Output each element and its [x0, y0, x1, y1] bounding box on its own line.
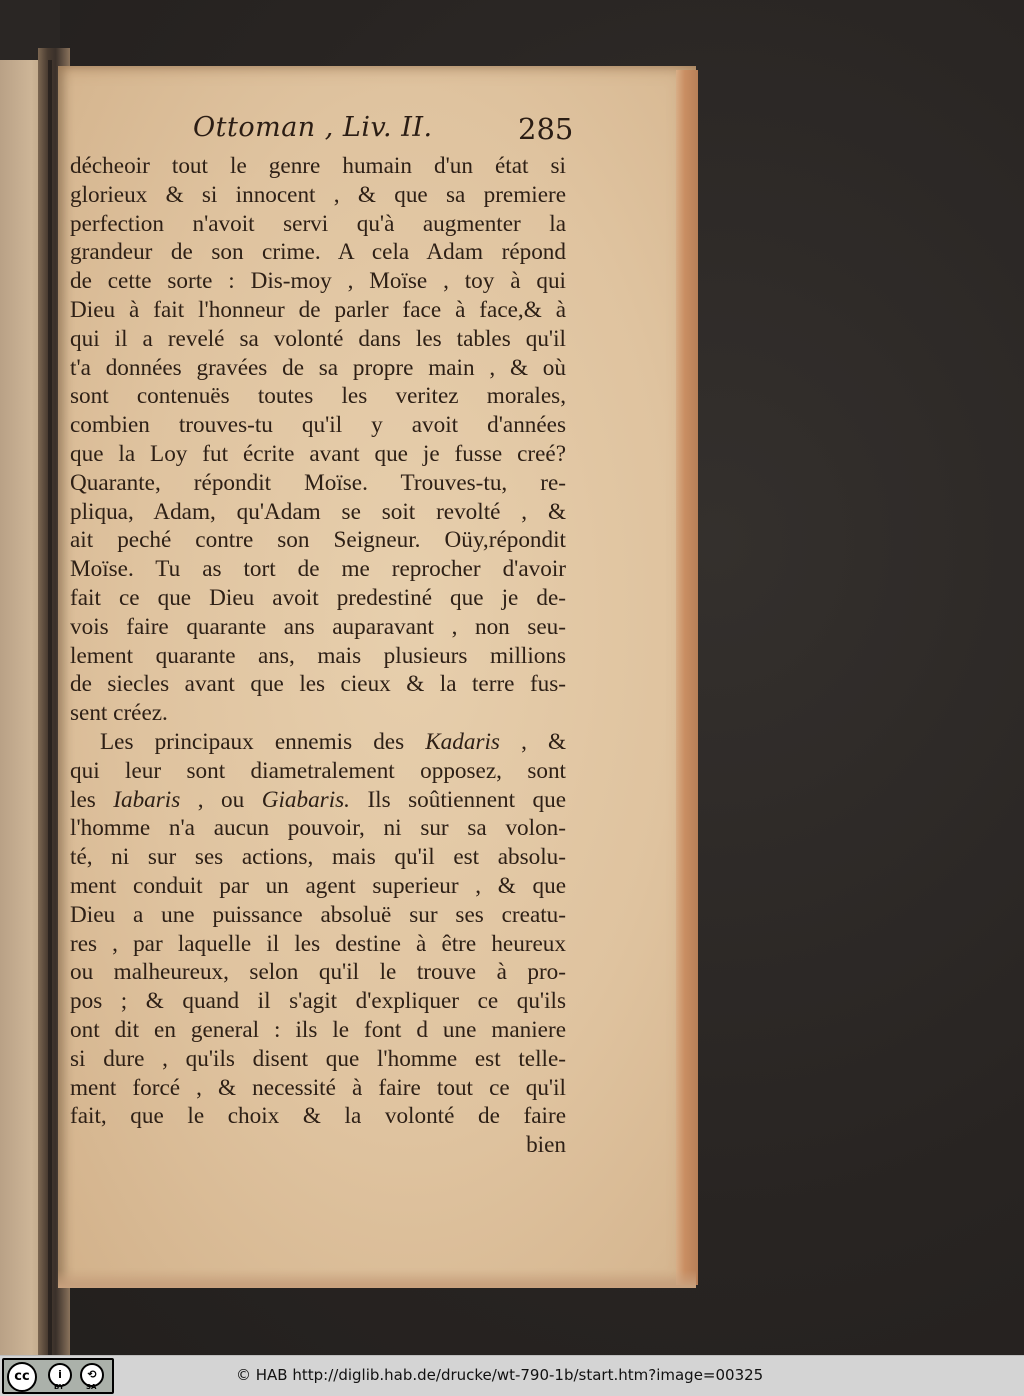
- text-line: décheoir tout le genre humain d'un état si: [70, 153, 566, 179]
- page-number: 285: [518, 112, 574, 146]
- text-line: ait peché contre son Seigneur. Oüy,répondit: [70, 527, 566, 554]
- text-line: Dieu a une puissance absoluë sur ses creatu-: [70, 901, 566, 928]
- running-title: Ottoman , Liv. II.: [193, 112, 433, 143]
- text-line: de cette sorte : Dis-moy , Moïse , toy à qui: [70, 268, 566, 295]
- share-alike-icon: ⟲: [80, 1363, 104, 1387]
- text-line: ment forcé , & necessité à faire tout ce qu'il: [70, 1074, 566, 1101]
- text-line: grandeur de son crime. A cela Adam répond: [70, 239, 566, 266]
- text-line: fait ce que Dieu avoit predestiné que je de-: [70, 584, 566, 611]
- text-line: té, ni sur ses actions, mais qu'il est absolu-: [70, 844, 566, 871]
- text-run: Les principaux ennemis des: [100, 728, 426, 755]
- text-line: qui il a revelé sa volonté dans les tables qu'il: [70, 325, 566, 352]
- text-line-with-terms: [70, 786, 566, 815]
- text-line: l'homme n'a aucun pouvoir, ni sur sa volon-: [70, 815, 566, 842]
- cc-sa-label: SA: [86, 1383, 97, 1391]
- text-line: combien trouves-tu qu'il y avoit d'années: [70, 412, 566, 439]
- text-run: les: [70, 786, 114, 813]
- text-run: , &: [499, 728, 566, 755]
- text-line: si dure , qu'ils disent que l'homme est telle-: [70, 1045, 566, 1072]
- italic-term-giabaris: Giabaris.: [261, 786, 350, 813]
- text-line: pliqua, Adam, qu'Adam se soit revolté , &: [70, 498, 566, 525]
- text-line: lement quarante ans, mais plusieurs millions: [70, 642, 566, 669]
- paragraph-start-line: [70, 728, 566, 757]
- text-line: ou malheureux, selon qu'il le trouve à pro-: [70, 959, 566, 986]
- italic-term-iabaris: Iabaris: [113, 786, 181, 813]
- cc-license-badge[interactable]: [2, 1358, 114, 1394]
- text-line: de siecles avant que les cieux & la terre fus-: [70, 671, 566, 698]
- text-line: fait, que le choix & la volonté de faire: [70, 1103, 566, 1130]
- text-line: pos ; & quand il s'agit d'expliquer ce qu'ils: [70, 988, 566, 1015]
- attribution-icon: i: [48, 1363, 72, 1387]
- text-line: Dieu à fait l'honneur de parler face à face,& à: [70, 296, 566, 323]
- text-line: sont contenuës toutes les veritez morales,: [70, 383, 566, 410]
- text-run: , ou: [180, 786, 262, 813]
- text-line: res , par laquelle il les destine à être heureux: [70, 930, 566, 957]
- text-line: que la Loy fut écrite avant que je fusse creé?: [70, 440, 566, 467]
- source-url-link[interactable]: © HAB http://diglib.hab.de/drucke/wt-790-1b/start.htm?image=00325: [236, 1366, 764, 1384]
- text-line: sent créez.: [70, 700, 168, 727]
- page-bottom-edge: [58, 1270, 696, 1288]
- text-line: perfection n'avoit servi qu'à augmenter la: [70, 210, 566, 237]
- text-line: ont dit en general : ils le font d une maniere: [70, 1016, 566, 1043]
- page-body-text: [70, 152, 566, 1160]
- text-line: Moïse. Tu as tort de me reprocher d'avoir: [70, 556, 566, 583]
- attribution-footer: [0, 1355, 1024, 1396]
- text-run: Ils soûtiennent que: [349, 786, 566, 813]
- text-line: ment conduit par un agent superieur , & que: [70, 872, 566, 899]
- text-line: Quarante, répondit Moïse. Trouves-tu, re-: [70, 469, 566, 496]
- text-line: qui leur sont diametralement opposez, sont: [70, 757, 566, 784]
- page-fore-edge: [676, 70, 698, 1285]
- cc-by-label: BY: [54, 1383, 65, 1391]
- text-line: t'a données gravées de sa propre main , & où: [70, 354, 566, 381]
- text-line: vois faire quarante ans auparavant , non seu-: [70, 613, 566, 640]
- running-head: [0, 112, 1024, 152]
- cc-icon: cc: [7, 1362, 37, 1392]
- catchword: bien: [526, 1132, 566, 1159]
- gutter-shadow: [48, 60, 52, 1355]
- italic-term-kadaris: Kadaris: [425, 728, 500, 755]
- text-line: glorieux & si innocent , & que sa premiere: [70, 181, 566, 208]
